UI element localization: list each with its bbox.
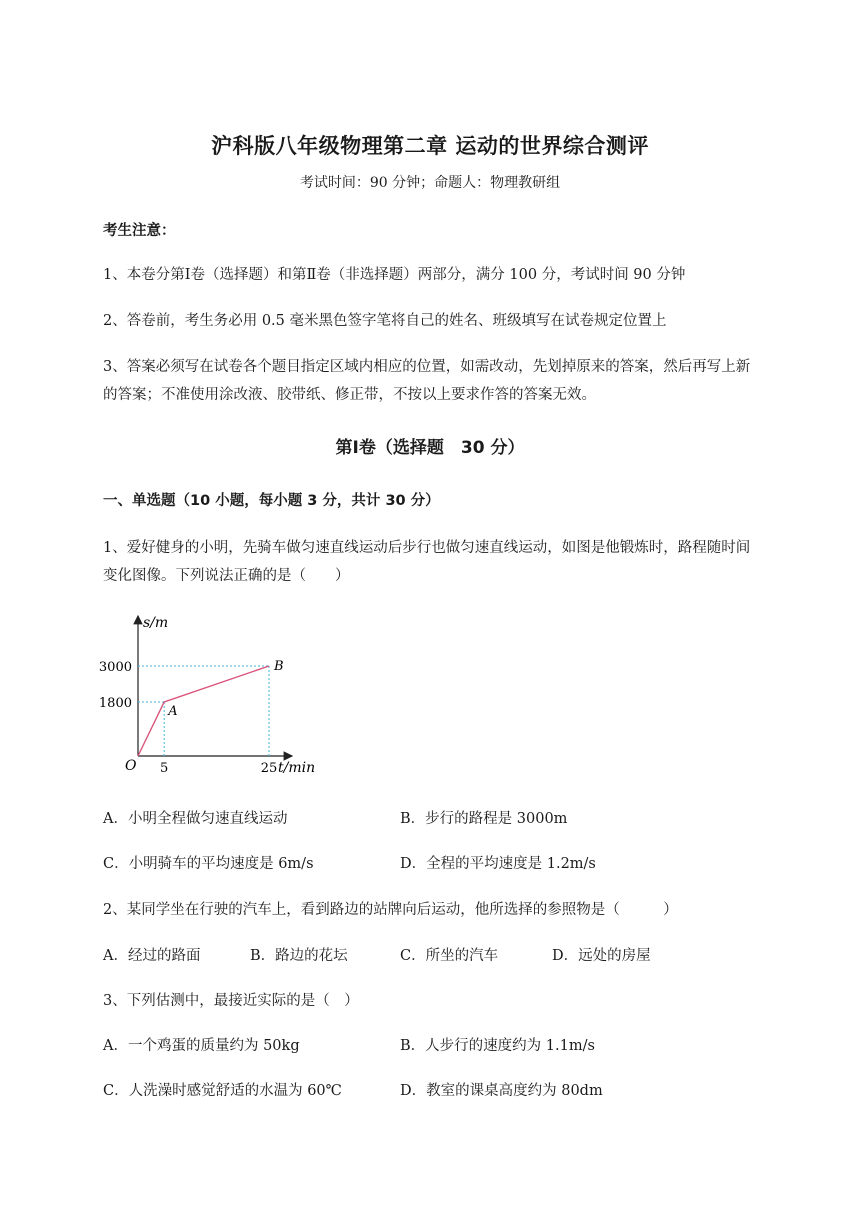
question-2-stem: 2、某同学坐在行驶的汽车上，看到路边的站牌向后运动，他所选择的参照物是（ ） [103,902,678,918]
notice-heading: 考生注意： [103,223,176,239]
guide-lines [138,666,269,756]
notice-item-continued: 的答案；不准使用涂改液、胶带纸、修正带，不按以上要求作答的答案无效。 [103,387,596,403]
x-tick-label: 5 [160,761,169,776]
page-title: 沪科版八年级物理第二章 运动的世界综合测评 [211,134,649,158]
question-3-stem: 3、下列估测中，最接近实际的是（ ） [103,993,359,1009]
notice-item: 1、本卷分第Ⅰ卷（选择题）和第Ⅱ卷（非选择题）两部分，满分 100 分，考试时间 90 分钟 [103,267,686,283]
point-label-b: B [274,659,284,674]
question-2-option-d[interactable]: D．远处的房屋 [552,948,651,964]
question-2-option-a[interactable]: A．经过的路面 [103,948,201,964]
question-1-stem: 1、爱好健身的小明，先骑车做匀速直线运动后步行也做匀速直线运动，如图是他锻炼时，路程随时间 [103,540,751,556]
question-3-option-b[interactable]: B．人步行的速度约为 1.1m/s [400,1038,595,1054]
x-axis-label: t/min [278,760,316,776]
origin-label: O [125,758,137,774]
question-1-stem-continued: 变化图像。下列说法正确的是（ ） [103,568,350,584]
y-tick-label: 3000 [98,660,132,675]
question-1-option-c[interactable]: C．小明骑车的平均速度是 6m/s [103,856,314,872]
question-1-option-d[interactable]: D．全程的平均速度是 1.2m/s [400,856,596,872]
notice-item: 3、答案必须写在试卷各个题目指定区域内相应的位置，如需改动，先划掉原来的答案，然后再写上新 [103,359,751,375]
notice-item: 2、答卷前，考生务必用 0.5 毫米黑色签字笔将自己的姓名、班级填写在试卷规定位置上 [103,313,667,329]
question-2-option-c[interactable]: C．所坐的汽车 [400,948,499,964]
question-2-option-b[interactable]: B．路边的花坛 [250,948,348,964]
question-3-option-a[interactable]: A．一个鸡蛋的质量约为 50kg [103,1038,300,1054]
question-3-option-d[interactable]: D．教室的课桌高度约为 80dm [400,1083,603,1099]
question-1-option-b[interactable]: B．步行的路程是 3000m [400,811,568,827]
y-axis-label: s/m [143,615,169,631]
question-3-option-c[interactable]: C．人洗澡时感觉舒适的水温为 60℃ [103,1083,342,1099]
series-line [138,666,269,756]
y-tick-label: 1800 [98,696,132,711]
point-label-a: A [168,704,178,719]
distance-time-graph [96,606,356,786]
x-tick-label: 25 [260,761,278,776]
exam-info: 考试时间：90 分钟；命题人：物理教研组 [299,175,561,191]
part-title: 一、单选题（10 小题，每小题 3 分，共计 30 分） [103,493,440,509]
section-title: 第Ⅰ卷（选择题 30 分） [335,438,525,458]
question-1-option-a[interactable]: A．小明全程做匀速直线运动 [103,811,288,827]
